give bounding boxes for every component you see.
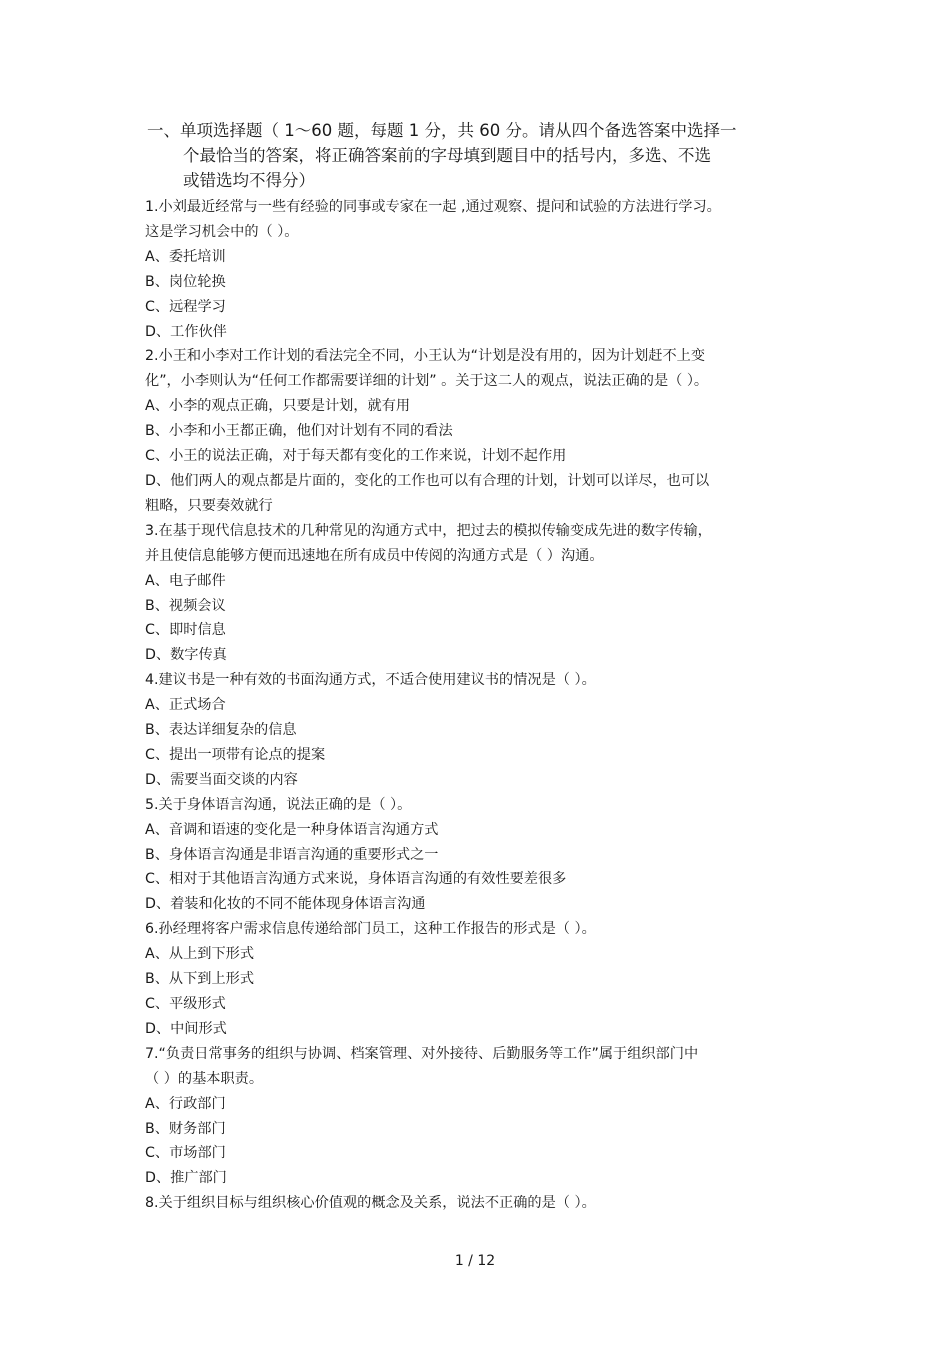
answer-option: C、相对于其他语言沟通方式来说，身体语言沟通的有效性要差很多 [145, 871, 567, 888]
answer-option: B、岗位轮换 [145, 273, 226, 290]
section-heading-line: 个最恰当的答案，将正确答案前的字母填到题目中的括号内，多选、不选 [183, 146, 711, 165]
question-stem: 化”，小李则认为“任何工作都需要详细的计划” 。关于这二人的观点，说法正确的是（ ）。 [145, 373, 709, 390]
answer-option: D、数字传真 [145, 647, 227, 664]
question-stem: 4.建议书是一种有效的书面沟通方式，不适合使用建议书的情况是（ ）。 [145, 672, 596, 689]
page-number: 1 / 12 [454, 1253, 496, 1269]
answer-option: D、着装和化妆的不同不能体现身体语言沟通 [145, 896, 426, 913]
question-6 [145, 917, 825, 1042]
question-stem: 3.在基于现代信息技术的几种常见的沟通方式中，把过去的模拟传输变成先进的数字传输， [145, 522, 712, 539]
answer-option: B、从下到上形式 [145, 971, 255, 988]
question-stem: 6.孙经理将客户需求信息传递给部门员工，这种工作报告的形式是（ ）。 [145, 921, 596, 938]
answer-option: B、财务部门 [145, 1120, 226, 1137]
answer-option: B、身体语言沟通是非语言沟通的重要形式之一 [145, 846, 439, 863]
question-stem: 8.关于组织目标与组织核心价值观的概念及关系，说法不正确的是（ ）。 [145, 1195, 596, 1212]
question-list [145, 195, 825, 1216]
question-7 [145, 1042, 825, 1191]
answer-option: C、平级形式 [145, 996, 226, 1012]
section-heading [147, 118, 807, 193]
question-2 [145, 344, 825, 518]
question-3 [145, 519, 825, 668]
question-5 [145, 793, 825, 918]
question-stem: 这是学习机会中的（ ）。 [145, 223, 299, 240]
answer-option: D、工作伙伴 [145, 323, 227, 340]
question-4 [145, 668, 825, 793]
question-stem: （ ）的基本职责。 [145, 1070, 264, 1087]
answer-option: A、行政部门 [145, 1095, 226, 1112]
question-stem: 7.“负责日常事务的组织与协调、档案管理、对外接待、后勤服务等工作”属于组织部门中 [145, 1045, 699, 1062]
question-1 [145, 195, 825, 344]
answer-option: B、表达详细复杂的信息 [145, 722, 297, 739]
section-heading-line: 一、单项选择题（ 1～60 题，每题 1 分，共 60 分。请从四个备选答案中选择一 [147, 121, 737, 140]
answer-option: A、委托培训 [145, 248, 226, 265]
answer-option: B、小李和小王都正确，他们对计划有不同的看法 [145, 423, 453, 440]
answer-option: C、即时信息 [145, 622, 226, 639]
answer-option: 粗略，只要奏效就行 [145, 497, 273, 514]
answer-option: D、中间形式 [145, 1020, 227, 1037]
question-stem: 2.小王和小李对工作计划的看法完全不同，小王认为“计划是没有用的，因为计划赶不上变 [145, 348, 706, 365]
answer-option: A、音调和语速的变化是一种身体语言沟通方式 [145, 821, 439, 838]
answer-option: D、需要当面交谈的内容 [145, 771, 298, 788]
question-8 [145, 1191, 825, 1216]
answer-option: C、小王的说法正确，对于每天都有变化的工作来说，计划不起作用 [145, 448, 567, 465]
answer-option: D、他们两人的观点都是片面的，变化的工作也可以有合理的计划，计划可以详尽，也可以 [145, 472, 710, 489]
answer-option: A、小李的观点正确，只要是计划，就有用 [145, 398, 411, 415]
answer-option: A、电子邮件 [145, 572, 226, 589]
answer-option: C、远程学习 [145, 298, 226, 315]
answer-option: C、市场部门 [145, 1145, 226, 1162]
answer-option: C、提出一项带有论点的提案 [145, 746, 326, 763]
answer-option: D、推广部门 [145, 1170, 227, 1187]
question-stem: 1.小刘最近经常与一些有经验的同事或专家在一起 ,通过观察、提问和试验的方法进行学习。 [145, 199, 721, 215]
answer-option: A、正式场合 [145, 697, 226, 714]
question-stem: 并且使信息能够方便而迅速地在所有成员中传阅的沟通方式是（ ）沟通。 [145, 547, 604, 564]
answer-option: B、视频会议 [145, 597, 226, 614]
section-heading-line: 或错选均不得分） [183, 171, 315, 190]
question-stem: 5.关于身体语言沟通，说法正确的是（ ）。 [145, 796, 412, 813]
answer-option: A、从上到下形式 [145, 946, 255, 963]
